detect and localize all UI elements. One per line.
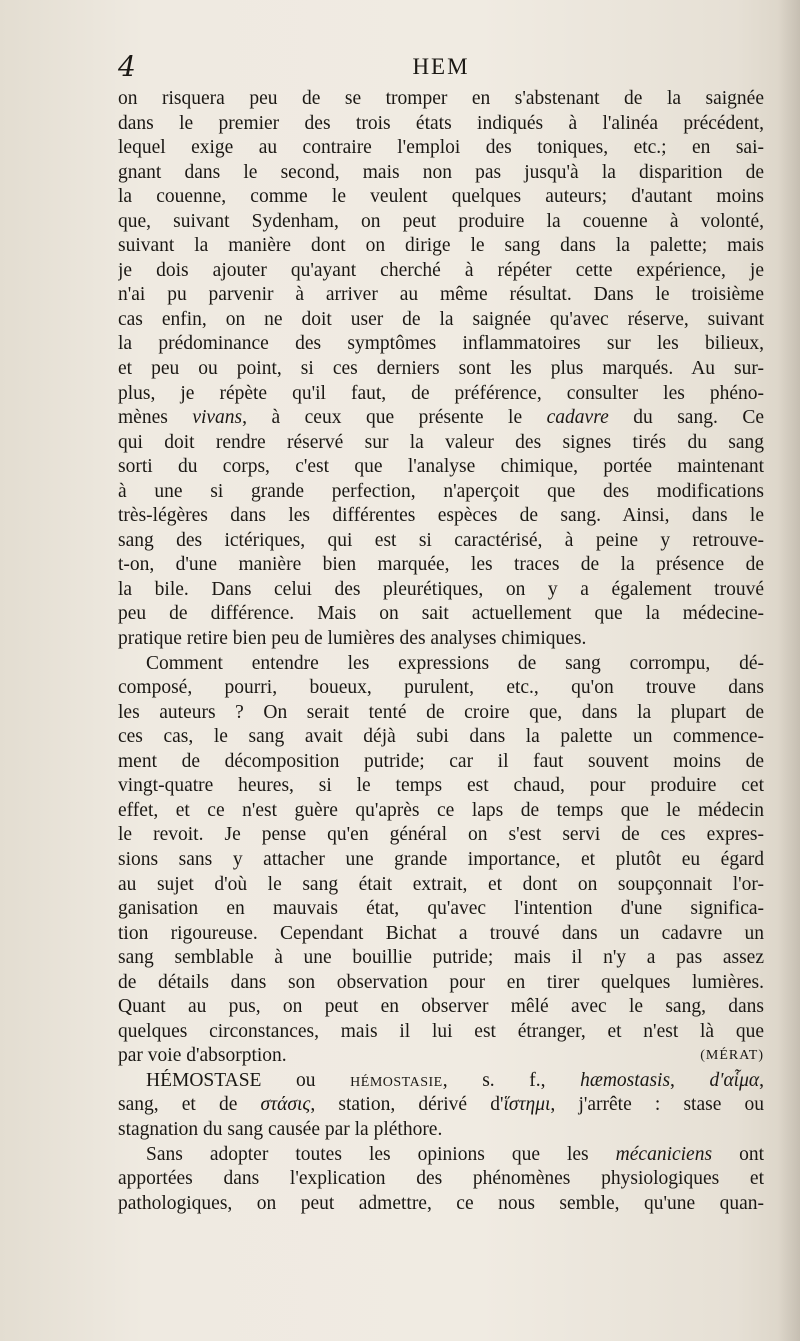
text-line: peu de différence. Mais on sait actuellement que la médecine- [118, 603, 764, 625]
page-header [118, 50, 764, 84]
text-line: les auteurs ? On serait tenté de croire que, dans la plupart de [118, 701, 764, 723]
text-line: très-légères dans les différentes espèces de sang. Ainsi, dans le [118, 505, 764, 527]
text-line: ganisation en mauvais état, qu'avec l'intention d'une significa- [118, 898, 764, 920]
page-number: 4 [118, 50, 136, 83]
text-line: Quant au pus, on peut en observer mêlé avec le sang, dans [118, 996, 764, 1018]
text-line: ment de décomposition putride; car il faut souvent moins de [118, 750, 764, 772]
text-line: sions sans y attacher une grande importance, et plutôt eu égard [118, 848, 764, 870]
text-line: Comment entendre les expressions de sang corrompu, dé- [146, 652, 764, 674]
text-line: sang semblable à une bouillie putride; mais il n'y a pas assez [118, 947, 764, 969]
text-line: qui doit rendre réservé sur la valeur des signes tirés du sang [118, 431, 764, 453]
text-line: par voie d'absorption. (MÉRAT) [118, 1045, 764, 1067]
text-line: et peu ou point, si ces derniers sont les plus marqués. Au sur- [118, 358, 764, 380]
text-line: plus, je répète qu'il faut, de préférence, consulter les phéno- [118, 382, 764, 404]
text-line: apportées dans l'explication des phénomènes physiologiques et [118, 1168, 764, 1190]
text-line: HÉMOSTASE ou hémostasie, s. f., hæmostasis, d'αἷμα, [146, 1069, 764, 1091]
text-line: Sans adopter toutes les opinions que les mécaniciens ont [146, 1143, 764, 1165]
text-line: dans le premier des trois états indiqués à l'alinéa précédent, [118, 112, 764, 134]
running-head: HEM [412, 54, 470, 79]
text-line: que, suivant Sydenham, on peut produire la couenne à volonté, [118, 210, 764, 232]
text-line: la couenne, comme le veulent quelques auteurs; d'autant moins [118, 186, 764, 208]
text-line: suivant la manière dont on dirige le sang dans la palette; mais [118, 235, 764, 257]
text-line: stagnation du sang causée par la pléthore. [118, 1118, 443, 1140]
text-line: au sujet d'où le sang était extrait, et dont on soupçonnait l'or- [118, 873, 764, 895]
text-line: t-on, d'une manière bien marquée, les traces de la présence de [118, 554, 764, 576]
text-line: composé, pourri, boueux, purulent, etc., qu'on trouve dans [118, 677, 764, 699]
text-line: je dois ajouter qu'ayant cherché à répéter cette expérience, je [118, 259, 764, 281]
body-text [118, 87, 764, 1216]
text-line: gnant dans le second, mais non pas jusqu'à la disparition de [118, 161, 764, 183]
text-line: ces cas, le sang avait déjà subi dans la palette un commence- [118, 726, 764, 748]
text-line: de détails dans son observation pour en tirer quelques lumières. [118, 971, 764, 993]
text-line: mènes vivans, à ceux que présente le cadavre du sang. Ce [118, 407, 764, 429]
text-line: sorti du corps, c'est que l'analyse chimique, portée maintenant [118, 456, 764, 478]
text-line: le revoit. Je pense qu'en général on s'est servi de ces expres- [118, 824, 764, 846]
text-line: la prédominance des symptômes inflammatoires sur les bilieux, [118, 333, 764, 355]
text-line: pratique retire bien peu de lumières des analyses chimiques. [118, 628, 587, 650]
text-line: tion rigoureuse. Cependant Bichat a trouvé dans un cadavre un [118, 922, 764, 944]
text-line: on risquera peu de se tromper en s'abstenant de la saignée [118, 88, 764, 109]
text-line: sang, et de στάσις, station, dérivé d'ἵστημι, j'arrête : stase ou [118, 1094, 764, 1116]
text-line: vingt-quatre heures, si le temps est chaud, pour produire cet [118, 775, 764, 797]
text-line: la bile. Dans celui des pleurétiques, on y a également trouvé [118, 578, 764, 600]
page-edge-shadow [778, 0, 800, 1341]
text-line: cas enfin, on ne doit user de la saignée qu'avec réserve, suivant [118, 308, 764, 330]
text-line: sang des ictériques, qui est si caractérisé, à peine y retrouve- [118, 529, 764, 551]
text-line: lequel exige au contraire l'emploi des toniques, etc.; en sai- [118, 137, 764, 159]
text-line: quelques circonstances, mais il lui est étranger, et n'est là que [118, 1020, 764, 1042]
text-line: n'ai pu parvenir à arriver au même résultat. Dans le troisième [118, 284, 764, 306]
text-line: à une si grande perfection, n'aperçoit que des modifications [118, 480, 764, 502]
text-line: effet, et ce n'est guère qu'après ce laps de temps que le médecin [118, 799, 764, 821]
text-line: pathologiques, on peut admettre, ce nous semble, qu'une quan- [118, 1192, 764, 1214]
